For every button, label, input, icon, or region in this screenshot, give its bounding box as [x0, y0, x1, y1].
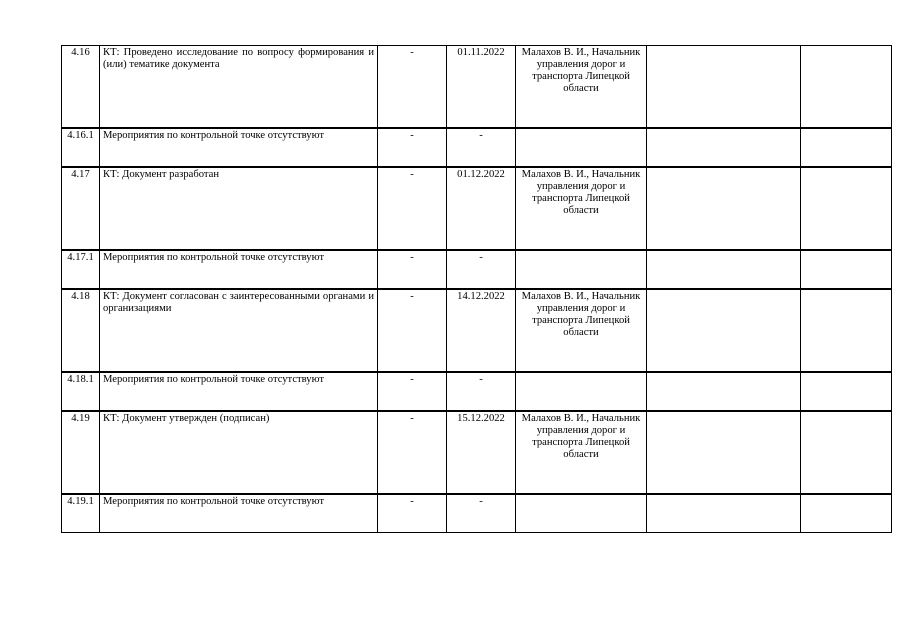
row-name: Мероприятия по контрольной точке отсутствуют: [100, 372, 378, 411]
row-responsible: [516, 250, 647, 289]
row-col6: [647, 411, 801, 494]
row-name: КТ: Проведено исследование по вопросу формирования и (или) тематике документа: [100, 46, 378, 129]
table-row: [62, 411, 892, 494]
table-row: [62, 250, 892, 289]
row-col7: [801, 128, 892, 167]
table-row: [62, 494, 892, 533]
row-number: 4.16: [62, 46, 100, 129]
row-responsible: [516, 494, 647, 533]
row-col7: [801, 289, 892, 372]
row-name: Мероприятия по контрольной точке отсутствуют: [100, 250, 378, 289]
row-name: Мероприятия по контрольной точке отсутствуют: [100, 494, 378, 533]
row-end: 01.11.2022: [447, 46, 516, 129]
row-start: -: [378, 289, 447, 372]
row-start: -: [378, 167, 447, 250]
row-col7: [801, 372, 892, 411]
table-row: [62, 46, 892, 129]
row-end: -: [447, 250, 516, 289]
row-col6: [647, 372, 801, 411]
row-responsible: Малахов В. И., Начальник управления дорог и транспорта Липецкой области: [516, 411, 647, 494]
table-row: [62, 289, 892, 372]
row-end: 14.12.2022: [447, 289, 516, 372]
row-number: 4.19: [62, 411, 100, 494]
row-name: КТ: Документ утвержден (подписан): [100, 411, 378, 494]
row-number: 4.18: [62, 289, 100, 372]
row-number: 4.18.1: [62, 372, 100, 411]
row-col7: [801, 46, 892, 129]
row-col7: [801, 494, 892, 533]
row-number: 4.19.1: [62, 494, 100, 533]
row-col7: [801, 411, 892, 494]
row-responsible: Малахов В. И., Начальник управления дорог и транспорта Липецкой области: [516, 167, 647, 250]
row-end: 15.12.2022: [447, 411, 516, 494]
table-row: [62, 167, 892, 250]
row-start: -: [378, 128, 447, 167]
row-responsible: Малахов В. И., Начальник управления дорог и транспорта Липецкой области: [516, 46, 647, 129]
row-start: -: [378, 411, 447, 494]
row-col6: [647, 250, 801, 289]
row-number: 4.16.1: [62, 128, 100, 167]
row-col7: [801, 167, 892, 250]
row-start: -: [378, 250, 447, 289]
row-responsible: Малахов В. И., Начальник управления дорог и транспорта Липецкой области: [516, 289, 647, 372]
plan-table: [61, 45, 892, 533]
row-responsible: [516, 372, 647, 411]
row-number: 4.17.1: [62, 250, 100, 289]
row-name: КТ: Документ разработан: [100, 167, 378, 250]
table-row: [62, 128, 892, 167]
row-col6: [647, 167, 801, 250]
row-end: -: [447, 372, 516, 411]
row-col7: [801, 250, 892, 289]
row-start: -: [378, 494, 447, 533]
row-col6: [647, 494, 801, 533]
table-row: [62, 372, 892, 411]
row-end: 01.12.2022: [447, 167, 516, 250]
row-col6: [647, 289, 801, 372]
row-name: Мероприятия по контрольной точке отсутствуют: [100, 128, 378, 167]
row-end: -: [447, 494, 516, 533]
row-end: -: [447, 128, 516, 167]
row-col6: [647, 46, 801, 129]
row-responsible: [516, 128, 647, 167]
row-name: КТ: Документ согласован с заинтересованными органами и организациями: [100, 289, 378, 372]
row-col6: [647, 128, 801, 167]
row-number: 4.17: [62, 167, 100, 250]
row-start: -: [378, 372, 447, 411]
row-start: -: [378, 46, 447, 129]
